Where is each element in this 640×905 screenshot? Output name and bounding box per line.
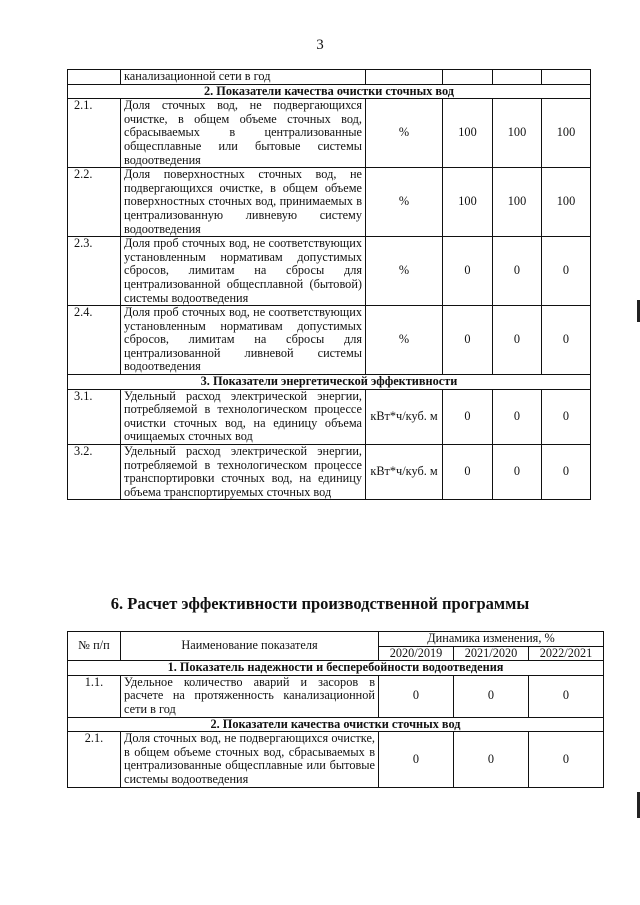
value-cell: 0 [529, 732, 604, 787]
header-row [68, 632, 604, 647]
indicator-name: Удельный расход электрической энергии, потребляемой в технологическом процессе очистки сточных вод, на единицу объема очищаемых сточных вод [121, 389, 366, 444]
row-number: 3.2. [68, 445, 121, 500]
value-cell: 0 [493, 306, 542, 375]
unit: % [366, 237, 443, 306]
section-header-row [68, 661, 604, 676]
indicator-name: Удельное количество аварий и засоров в расчете на протяженность канализационной сети в год [121, 675, 379, 717]
column-header-num: № п/п [68, 632, 121, 661]
row-number: 2.4. [68, 306, 121, 375]
indicator-name: Доля поверхностных сточных вод, не подвергающихся очистке, в общем объеме поверхностных сточных вод, принимаемых в централизованную ливневую систему водоотведения [121, 168, 366, 237]
column-header-dynamics: Динамика изменения, % [379, 632, 604, 647]
indicator-name: Доля сточных вод, не подвергающихся очистке, в общем объеме сточных вод, сбрасываемых в централизованные общесплавные или бытовые системы водоотведения [121, 99, 366, 168]
row-number: 2.3. [68, 237, 121, 306]
indicator-name: канализационной сети в год [121, 70, 366, 85]
unit: кВт*ч/куб. м [366, 389, 443, 444]
unit: % [366, 306, 443, 375]
value-cell: 0 [443, 237, 493, 306]
value-cell: 100 [443, 168, 493, 237]
table-row [68, 389, 591, 444]
table-row [68, 70, 591, 85]
value-cell: 0 [542, 445, 591, 500]
value-cell: 0 [443, 389, 493, 444]
section-title: 2. Показатели качества очистки сточных вод [68, 84, 591, 99]
indicator-name: Доля проб сточных вод, не соответствующих установленным нормативам допустимых сбросов, лимитам на сбросы для централизованной общесплавной (бытовой) системы водоотведения [121, 237, 366, 306]
table-row [68, 237, 591, 306]
column-header-year: 2020/2019 [379, 646, 454, 661]
value-cell: 0 [454, 675, 529, 717]
table-row [68, 445, 591, 500]
row-number: 2.1. [68, 99, 121, 168]
column-header-year: 2021/2020 [454, 646, 529, 661]
value-cell: 0 [493, 389, 542, 444]
value-cell: 0 [542, 306, 591, 375]
row-number: 1.1. [68, 675, 121, 717]
row-number: 2.2. [68, 168, 121, 237]
table-row [68, 99, 591, 168]
unit: % [366, 99, 443, 168]
section-heading: 6. Расчет эффективности производственной программы [110, 594, 530, 613]
section-title: 1. Показатель надежности и бесперебойности водоотведения [68, 661, 604, 676]
section-header-row [68, 375, 591, 390]
value-cell: 0 [542, 237, 591, 306]
unit: кВт*ч/куб. м [366, 445, 443, 500]
section-header-row [68, 717, 604, 732]
indicators-table [67, 69, 591, 500]
column-header-name: Наименование показателя [121, 632, 379, 661]
value-cell: 100 [542, 168, 591, 237]
value-cell: 100 [493, 99, 542, 168]
row-number [68, 70, 121, 85]
value-cell: 0 [379, 675, 454, 717]
column-header-year: 2022/2021 [529, 646, 604, 661]
indicator-name: Доля сточных вод, не подвергающихся очистке, в общем объеме сточных вод, сбрасываемых в централизованные общесплавные или бытовые системы водоотведения [121, 732, 379, 787]
value-cell: 0 [443, 445, 493, 500]
table-row [68, 306, 591, 375]
table-row [68, 168, 591, 237]
table-row [68, 675, 604, 717]
table-row [68, 732, 604, 787]
value-cell: 0 [493, 445, 542, 500]
value-cell: 0 [493, 237, 542, 306]
value-cell: 100 [542, 99, 591, 168]
value-cell: 0 [379, 732, 454, 787]
value-cell: 0 [542, 389, 591, 444]
section-title: 2. Показатели качества очистки сточных вод [68, 717, 604, 732]
indicator-name: Удельный расход электрической энергии, потребляемой в технологическом процессе транспортировки сточных вод, на единицу объема транспортируемых сточных вод [121, 445, 366, 500]
value-cell: 0 [454, 732, 529, 787]
section-header-row [68, 84, 591, 99]
indicator-name: Доля проб сточных вод, не соответствующих установленным нормативам допустимых сбросов, лимитам на сбросы для централизованной ливневой системы водоотведения [121, 306, 366, 375]
value-cell: 0 [443, 306, 493, 375]
value-cell: 0 [529, 675, 604, 717]
row-number: 2.1. [68, 732, 121, 787]
efficiency-table [67, 631, 604, 788]
page-number: 3 [316, 37, 324, 53]
row-number: 3.1. [68, 389, 121, 444]
unit: % [366, 168, 443, 237]
section-title: 3. Показатели энергетической эффективности [68, 375, 591, 390]
value-cell: 100 [443, 99, 493, 168]
value-cell: 100 [493, 168, 542, 237]
